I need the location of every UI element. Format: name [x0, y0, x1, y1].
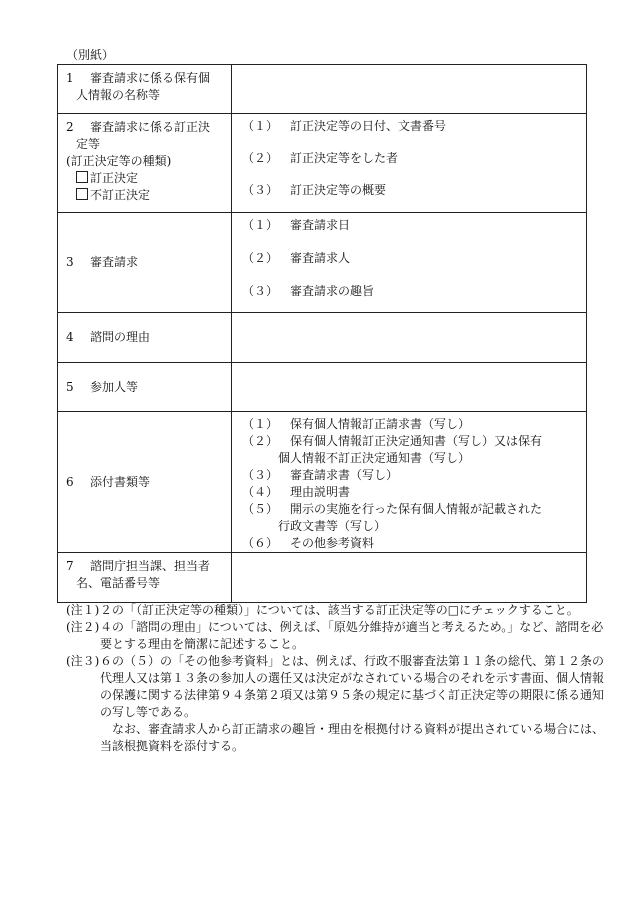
note: (注１) ２の「（訂正決定等の種類）」については、該当する訂正決定等の□にチェックすること。	[66, 603, 579, 617]
list-item: （１） 訂正決定等の日付、文書番号	[242, 119, 447, 133]
list-item: （３） 審査請求の趣旨	[242, 284, 375, 298]
notes-section	[66, 602, 606, 755]
row-number: 4	[66, 330, 74, 344]
note: (注３) ６の（５）の「その他参考資料」とは、例えば、行政不服審査法第１１条の総代、第１２条の代理人又は第１３条の参加人の選任又は決定がなされている場合のそれを示す書面、個人情報の保護に関する法律第９４条第２項又は第９５条の規定に基づく訂正決定等の期限に係る通知の写し等である。	[66, 654, 605, 719]
row-number: 3	[66, 255, 74, 269]
row-label: 添付書類等	[90, 474, 151, 489]
value-cell[interactable]	[232, 114, 587, 213]
table-row	[58, 553, 587, 603]
checkbox-icon[interactable]	[76, 171, 88, 183]
value-cell[interactable]	[232, 412, 587, 553]
note-paragraph: なお、審査請求人から訂正請求の趣旨・理由を根拠付ける資料が提出されている場合には、当該根拠資料を添付する。	[100, 722, 605, 753]
row-label: 諮問庁担当課、担当者	[90, 559, 211, 573]
list-item: （２） 審査請求人	[242, 251, 351, 265]
row-number: 1	[66, 71, 74, 85]
list-item: （３） 審査請求書（写し）	[242, 468, 399, 482]
table-row	[58, 213, 587, 313]
row-label: 審査請求に係る保有個	[90, 71, 211, 85]
value-cell[interactable]	[232, 213, 587, 313]
checkbox-icon[interactable]	[76, 188, 88, 200]
list-item: （３） 訂正決定等の概要	[242, 183, 387, 197]
table-row	[58, 363, 587, 412]
row-label: 諮問の理由	[90, 330, 151, 344]
list-item: （１） 保有個人情報訂正請求書（写し）	[242, 417, 471, 431]
value-cell[interactable]	[232, 363, 587, 412]
annex-label: （別紙）	[66, 48, 115, 62]
table-row	[58, 412, 587, 553]
list-item: （１） 審査請求日	[242, 218, 351, 232]
row-label: 人情報の名称等	[76, 88, 161, 102]
check-option[interactable]: 訂正決定	[66, 171, 138, 185]
row-label: 定等	[76, 137, 101, 151]
list-item: （２） 保有個人情報訂正決定通知書（写し）又は保有 個人情報不訂正決定通知書（写し）	[242, 434, 543, 465]
row-number: 2	[66, 120, 74, 134]
row-label: 審査請求に係る訂正決	[90, 120, 211, 134]
value-cell[interactable]	[232, 313, 587, 363]
row-number: 6	[66, 474, 74, 489]
row-label: 審査請求	[90, 255, 139, 269]
table-row	[58, 313, 587, 363]
table-row	[58, 65, 587, 114]
table-row	[58, 114, 587, 213]
list-item: （４） 理由説明書	[242, 485, 351, 499]
value-cell[interactable]	[232, 65, 587, 114]
list-item: （２） 訂正決定等をした者	[242, 151, 399, 165]
decision-type-heading: (訂正決定等の種類)	[66, 154, 172, 168]
list-item: （６） その他参考資料	[242, 536, 375, 550]
check-option[interactable]: 不訂正決定	[66, 188, 150, 202]
note: (注２) ４の「諮問の理由」については、例えば、「原処分維持が適当と考えるため。」など、諮問を必要とする理由を簡潔に記述すること。	[66, 620, 604, 651]
value-cell[interactable]	[232, 553, 587, 603]
list-item: （５） 開示の実施を行った保有個人情報が記載された 行政文書等（写し）	[242, 502, 543, 533]
row-label: 参加人等	[90, 379, 139, 394]
row-number: 5	[66, 379, 74, 394]
row-label: 名、電話番号等	[76, 576, 161, 590]
form-table	[57, 64, 587, 603]
row-number: 7	[66, 559, 74, 573]
